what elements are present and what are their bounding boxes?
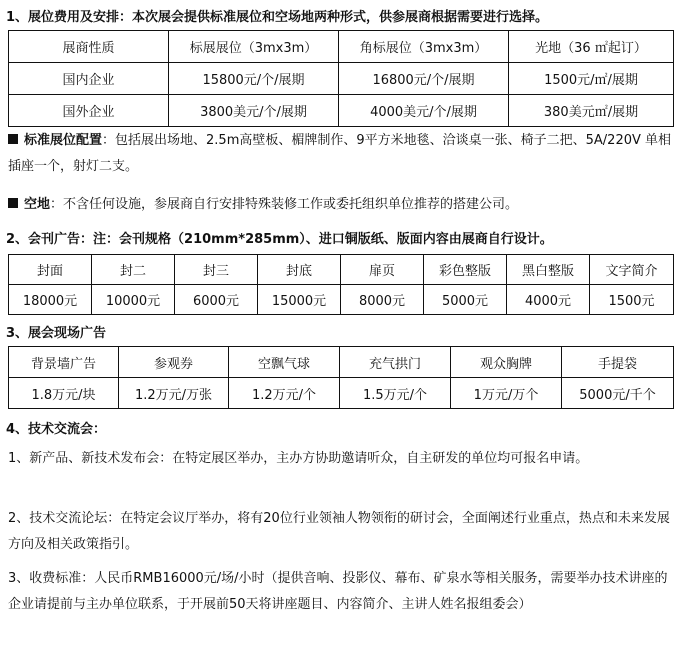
table-header-cell: 背景墙广告 [9, 347, 119, 378]
table-row [9, 285, 674, 315]
standard-booth-text: ：包括展出场地、2.5m高壁板、楣牌制作、9平方米地毯、洽谈桌一张、椅子二把、5A/220V 单相插座一个，射灯二支。 [8, 133, 672, 174]
table-cell: 1500元/㎡/展期 [509, 63, 674, 95]
booth-fee-table [8, 30, 674, 127]
table-cell: 8000元 [341, 285, 424, 315]
table-header-cell: 扉页 [341, 255, 424, 285]
table-header-cell: 观众胸牌 [451, 347, 562, 378]
square-bullet-icon [8, 134, 18, 144]
table-header-cell: 文字简介 [590, 255, 674, 285]
table-header-cell: 光地（36 ㎡起订） [509, 31, 674, 63]
section4-heading: 4、技术交流会： [6, 422, 107, 437]
table-cell: 4000美元/个/展期 [339, 95, 509, 127]
table-header-cell: 黑白整版 [507, 255, 590, 285]
table-cell: 1500元 [590, 285, 674, 315]
table-cell: 380美元㎡/展期 [509, 95, 674, 127]
space-text: ：不含任何设施，参展商自行安排特殊装修工作或委托组织单位推荐的搭建公司。 [50, 197, 519, 212]
table-header-cell: 充气拱门 [340, 347, 451, 378]
table-cell: 国外企业 [9, 95, 169, 127]
section4-item-1: 1、新产品、新技术发布会：在特定展区举办，主办方协助邀请听众，自主研发的单位均可报名申请。 [8, 451, 589, 466]
table-cell: 16800元/个/展期 [339, 63, 509, 95]
space-paragraph [8, 192, 671, 218]
table-header-cell: 角标展位（3mx3m） [339, 31, 509, 63]
catalog-ad-table [8, 254, 674, 315]
table-header-cell: 空飘气球 [229, 347, 340, 378]
table-cell: 10000元 [92, 285, 175, 315]
table-cell: 15800元/个/展期 [169, 63, 339, 95]
table-row [9, 63, 674, 95]
table-cell: 6000元 [175, 285, 258, 315]
table-header-cell: 封二 [92, 255, 175, 285]
table-cell: 1.5万元/个 [340, 378, 451, 409]
table-row [9, 255, 674, 285]
space-label: 空地 [24, 197, 51, 212]
square-bullet-icon [8, 198, 18, 208]
table-cell: 国内企业 [9, 63, 169, 95]
standard-booth-paragraph [8, 128, 671, 180]
table-cell: 15000元 [258, 285, 341, 315]
table-cell: 5000元/千个 [562, 378, 674, 409]
table-cell: 5000元 [424, 285, 507, 315]
section1-heading: 1、展位费用及安排：本次展会提供标准展位和空场地两种形式，供参展商根据需要进行选择。 [6, 10, 549, 25]
section3-heading: 3、展会现场广告 [6, 326, 107, 341]
table-header-cell: 封三 [175, 255, 258, 285]
table-header-cell: 手提袋 [562, 347, 674, 378]
onsite-ad-table [8, 346, 674, 409]
table-header-cell: 彩色整版 [424, 255, 507, 285]
section4-item-2: 2、技术交流论坛：在特定会议厅举办，将有20位行业领袖人物领衔的研讨会，全面阐述行业重点，热点和未来发展方向及相关政策指引。 [8, 511, 670, 552]
section2-heading: 2、会刊广告：注：会刊规格（210mm*285mm）、进口铜版纸、版面内容由展商自行设计。 [6, 232, 553, 247]
table-cell: 1万元/万个 [451, 378, 562, 409]
table-cell: 4000元 [507, 285, 590, 315]
table-row [9, 347, 674, 378]
standard-booth-label: 标准展位配置 [24, 133, 103, 148]
table-cell: 18000元 [9, 285, 92, 315]
table-header-cell: 展商性质 [9, 31, 169, 63]
table-header-cell: 封面 [9, 255, 92, 285]
table-row [9, 95, 674, 127]
table-cell: 1.2万元/万张 [119, 378, 229, 409]
table-row [9, 31, 674, 63]
section4-item-3: 3、收费标准：人民币RMB16000元/场/小时（提供音响、投影仪、幕布、矿泉水等相关服务，需要举办技术讲座的企业请提前与主办单位联系，于开展前50天将讲座题目、内容简介、主讲人姓名报组委会） [8, 571, 668, 612]
table-header-cell: 标展展位（3mx3m） [169, 31, 339, 63]
table-cell: 3800美元/个/展期 [169, 95, 339, 127]
table-header-cell: 封底 [258, 255, 341, 285]
table-cell: 1.2万元/个 [229, 378, 340, 409]
table-header-cell: 参观券 [119, 347, 229, 378]
table-cell: 1.8万元/块 [9, 378, 119, 409]
table-row [9, 378, 674, 409]
